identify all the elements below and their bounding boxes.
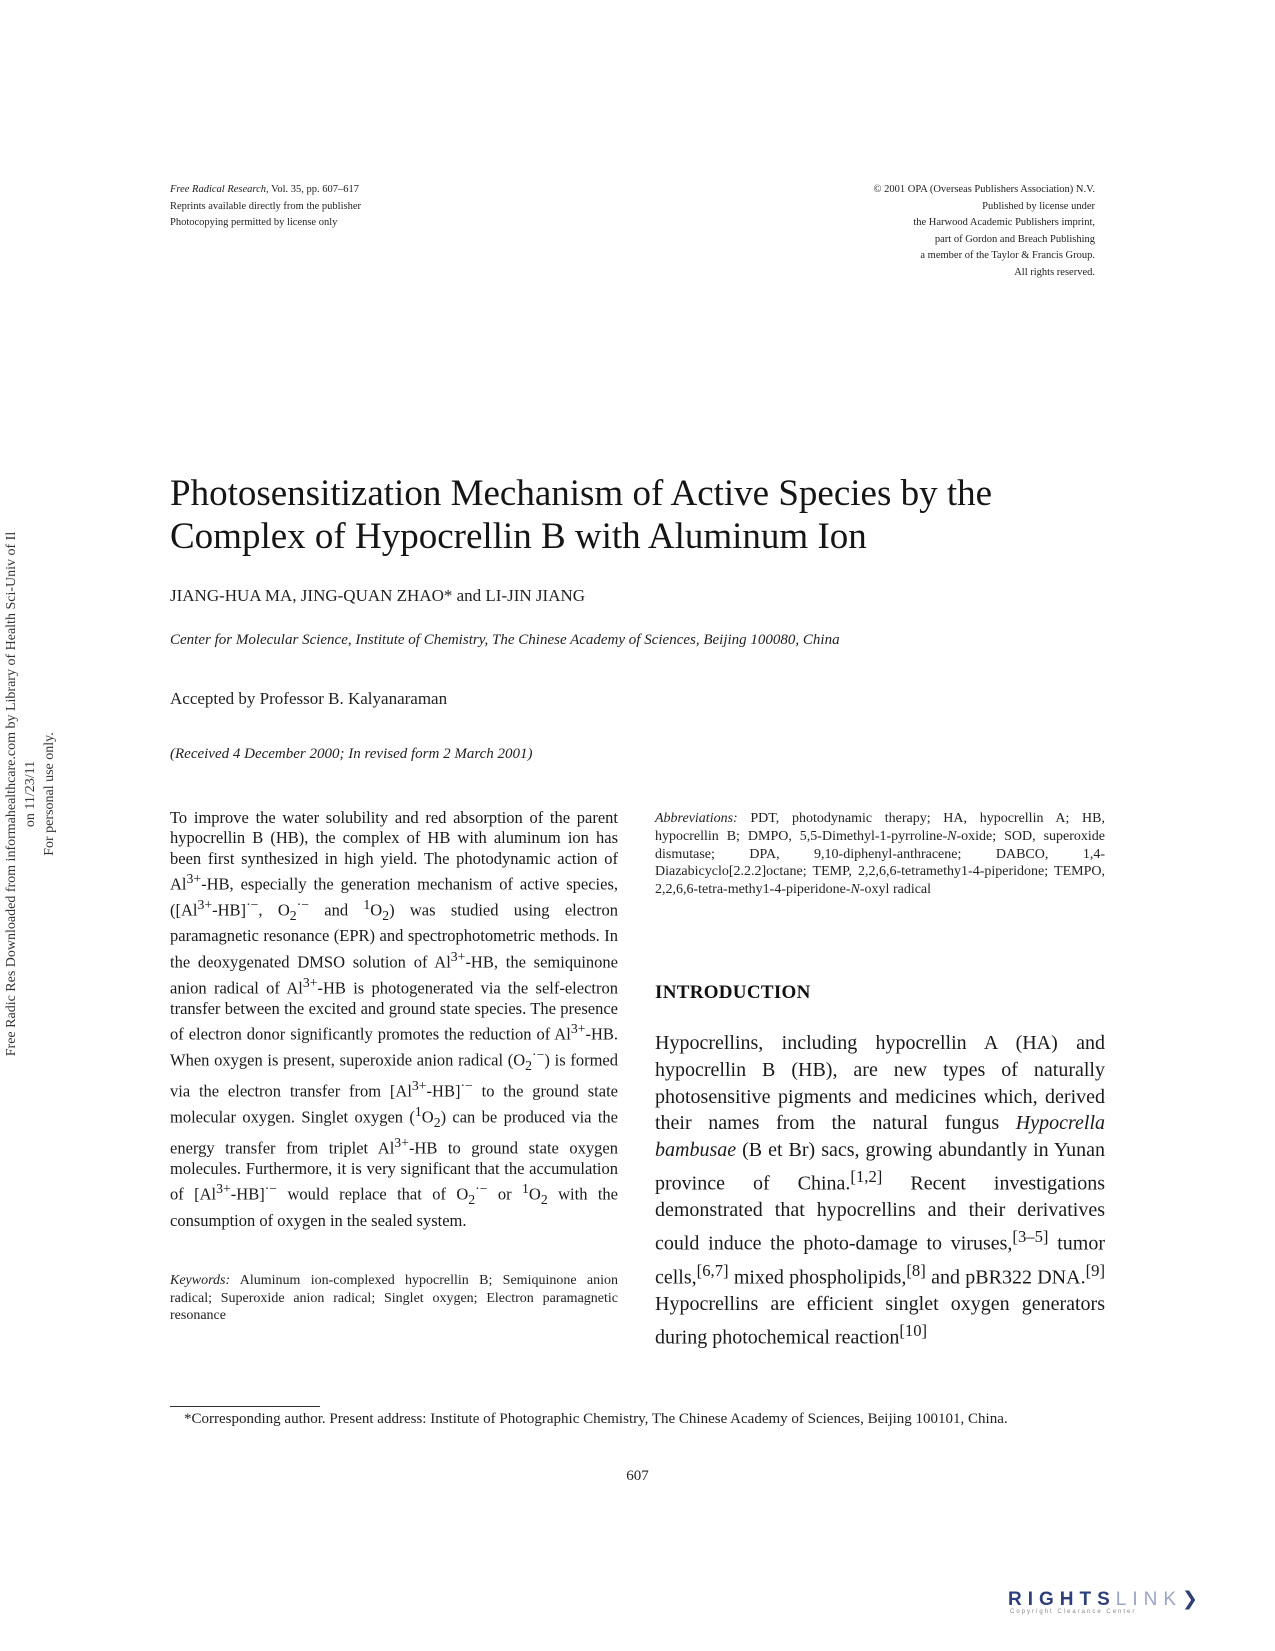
publisher-line: Published by license under (982, 200, 1095, 212)
photocopy-note: Photocopying permitted by license only (170, 217, 338, 228)
received-dates: (Received 4 December 2000; In revised form 2 March 2001) (170, 746, 533, 762)
citation[interactable]: [1,2] (850, 1166, 883, 1186)
journal-header (170, 182, 361, 232)
abstract: To improve the water solubility and red absorption of the parent hypocrellin B (HB), the complex of HB with aluminum ion has been first synthesized in high yield. The photodynamic action of $Al^{3+}-HB$, especially the generation mechanism of active species, ($[Al^{3+}-HB]^{\cdot-}$, $O_2^{\cdot-}$ and $^1O_2$) was studied using electron paramagnetic resonance (EPR) and spectrophotometric methods. In the deoxygenated DMSO solution of $Al^{3+}-HB$, the semiquinone anion radical of $Al^{3+}-HB$ is photogenerated via the self-electron transfer between the excited and ground state species. The presence of electron donor significantly promotes the reduction of $Al^{3+}-HB$. When oxygen is present, superoxide anion radical $(O_2^{\cdot-})$ is formed via the electron transfer from $[Al^{3+}-HB]^{\cdot-}$ to the ground state molecular oxygen. Singlet oxygen $(^1O_2)$ can be produced via the energy transfer from triplet $Al^{3+}-HB$ to ground state oxygen molecules. Furthermore, it is very significant that the accumulation of $[Al^{3+}-HB]^{\cdot-}$ would replace that of $O_2^{\cdot-}$ or $^1O_2$ with the consumption of oxygen in the sealed system. (170, 808, 618, 1230)
publisher-line: part of Gordon and Breach Publishing (934, 233, 1095, 245)
citation[interactable]: [8] (906, 1260, 926, 1280)
article-title: Photosensitization Mechanism of Active Species by the Complex of Hypocrellin B with Aluminum Ion (170, 473, 993, 557)
footnote-divider (170, 1406, 320, 1407)
introduction-text: Hypocrellins, including hypocrellin A (HA) and hypocrellin B (HB), are new types of naturally photosensitive pigments and medicines which, derived their names from the natural fungus Hypocrella bambusae (B et Br) sacs, growing abundantly in Yunan province of China.[1,2] Recent investigations demonstrated that hypocrellins and their derivatives could induce the photo-damage to viruses,[3–5] tumor cells,[6,7] mixed phospholipids,[8] and pBR322 DNA.[9] Hypocrellins are efficient singlet oxygen generators during photochemical reaction[10] (655, 1032, 1105, 1349)
publisher-header (690, 182, 1095, 281)
publisher-line: a member of the Taylor & Francis Group. (920, 250, 1095, 261)
author-list: JIANG-HUA MA, JING-QUAN ZHAO* and LI-JIN JIANG (170, 586, 586, 605)
abbreviations: Abbreviations: PDT, photodynamic therapy; HA, hypocrellin A; HB, hypocrellin B; DMPO, 5,5-Dimethyl-1-pyrroline-N-oxide; SOD, superoxide dismutase; DPA, 9,10-diphenyl-anthracene; DABCO, 1,4-Diazabicyclo[2.2.2]octane; TEMP, 2,2,6,6-tetramethy1-4-piperidone; TEMPO, 2,2,6,6-tetra-methy1-4-piperidone-N-oxyl radical (655, 811, 1105, 898)
section-heading: INTRODUCTION (655, 982, 811, 1003)
publisher-line: the Harwood Academic Publishers imprint, (913, 217, 1095, 228)
footnote: *Corresponding author. Present address: Institute of Photographic Chemistry, The Chinese Academy of Sciences, Beijing 100101, China. (184, 1411, 1008, 1427)
logo-subtitle: Copyright Clearance Center (1010, 1609, 1137, 1615)
page-number: 607 (626, 1468, 649, 1484)
download-watermark: Free Radic Res Downloaded from informahealthcare.com by Library of Health Sci-Univ of Il on 11/23/11 For personal use only. (4, 531, 57, 1057)
citation[interactable]: [3–5] (1012, 1227, 1049, 1247)
rightslink-logo[interactable] (1008, 1588, 1248, 1628)
logo-text: RIGHTS (1008, 1589, 1116, 1610)
citation[interactable]: [9] (1085, 1260, 1105, 1280)
publisher-line: All rights reserved. (1014, 266, 1095, 278)
citation[interactable]: [6,7] (696, 1260, 729, 1280)
copyright-line: © 2001 OPA (Overseas Publishers Association) N.V. (873, 184, 1095, 195)
keywords: Keywords: Aluminum ion-complexed hypocrellin B; Semiquinone anion radical; Superoxide anion radical; Singlet oxygen; Electron paramagnetic resonance (170, 1273, 618, 1323)
affiliation: Center for Molecular Science, Institute of Chemistry, The Chinese Academy of Sciences, Beijing 100080, China (170, 632, 840, 648)
accepted-by: Accepted by Professor B. Kalyanaraman (170, 689, 448, 708)
reprint-note: Reprints available directly from the publisher (170, 200, 361, 212)
citation[interactable]: [10] (899, 1320, 928, 1340)
journal-citation: Free Radical Research, Vol. 35, pp. 607–617 (170, 184, 359, 195)
chevron-icon: ❯ (1182, 1589, 1204, 1610)
logo-text-dim: LINK (1115, 1589, 1183, 1610)
